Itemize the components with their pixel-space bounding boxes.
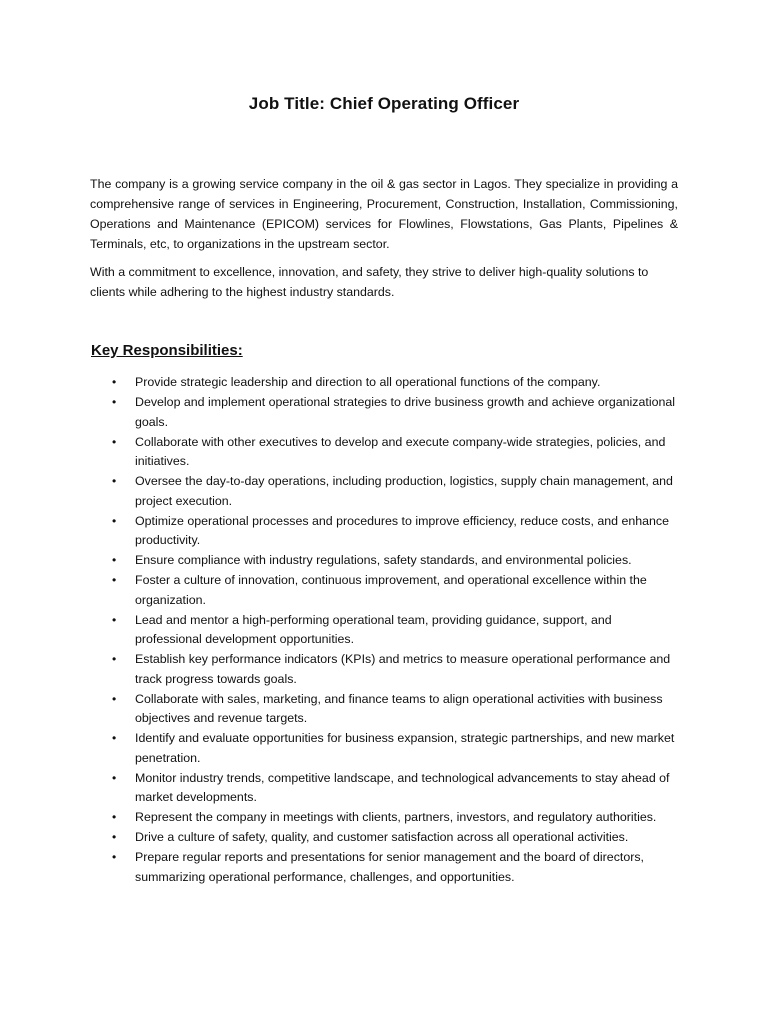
- responsibility-text: Provide strategic leadership and direction to all operational functions of the company.: [135, 375, 601, 389]
- responsibility-text: Represent the company in meetings with clients, partners, investors, and regulatory authorities.: [135, 810, 657, 824]
- list-item: [90, 393, 678, 432]
- list-item: [90, 512, 678, 551]
- key-responsibilities-heading: Key Responsibilities:: [91, 342, 243, 359]
- job-title: Job Title: Chief Operating Officer: [248, 94, 520, 113]
- bullet-icon: •: [112, 652, 117, 666]
- responsibility-text: Prepare regular reports and presentations for senior management and the board of directors, summarizing operational performance, challenges, and opportunities.: [135, 850, 644, 884]
- bullet-icon: •: [112, 553, 117, 567]
- responsibility-text: Develop and implement operational strategies to drive business growth and achieve organizational goals.: [135, 395, 676, 429]
- list-item: [90, 690, 678, 729]
- responsibility-text: Collaborate with other executives to develop and execute company-wide strategies, policies, and initiatives.: [135, 434, 666, 468]
- bullet-icon: •: [112, 850, 117, 864]
- bullet-icon: •: [112, 573, 117, 587]
- list-item: [90, 848, 678, 887]
- responsibility-text: Monitor industry trends, competitive landscape, and technological advancements to stay ahead of market developments.: [135, 770, 670, 804]
- bullet-icon: •: [112, 612, 117, 627]
- bullet-icon: •: [112, 434, 117, 449]
- list-item: [90, 729, 678, 768]
- responsibility-text: Foster a culture of innovation, continuous improvement, and operational excellence within the organization.: [135, 573, 647, 607]
- bullet-icon: •: [112, 474, 117, 488]
- list-item: [90, 808, 678, 828]
- bullet-icon: •: [112, 395, 117, 409]
- bullet-icon: •: [112, 770, 117, 785]
- responsibility-text: Drive a culture of safety, quality, and customer satisfaction across all operational activities.: [135, 830, 629, 844]
- bullet-icon: •: [112, 691, 117, 706]
- list-item: [90, 373, 678, 393]
- responsibility-text: Establish key performance indicators (KPIs) and metrics to measure operational performance and track progress towards goals.: [135, 652, 671, 686]
- list-item: [90, 433, 678, 472]
- responsibility-text: Ensure compliance with industry regulations, safety standards, and environmental policies.: [135, 553, 632, 567]
- bullet-icon: •: [112, 731, 117, 745]
- responsibility-text: Collaborate with sales, marketing, and finance teams to align operational activities with business objectives and revenue targets.: [135, 691, 663, 725]
- bullet-icon: •: [112, 830, 117, 844]
- list-item: [90, 571, 678, 610]
- list-item: [90, 828, 678, 848]
- list-item: [90, 611, 678, 650]
- list-item: [90, 769, 678, 808]
- responsibility-text: Optimize operational processes and procedures to improve efficiency, reduce costs, and enhance productivity.: [135, 513, 670, 547]
- bullet-icon: •: [112, 375, 117, 389]
- commitment-paragraph: With a commitment to excellence, innovation, and safety, they strive to deliver high-quality solutions to clients while adhering to the highest industry standards.: [90, 265, 649, 299]
- list-item: [90, 650, 678, 689]
- list-item: [90, 472, 678, 511]
- responsibility-text: Oversee the day-to-day operations, including production, logistics, supply chain management, and project execution.: [135, 474, 673, 508]
- company-intro-paragraph: The company is a growing service company in the oil & gas sector in Lagos. They specialize in providing a comprehensive range of services in Engineering, Procurement, Construction, Installation, Commissioning, Operations and Maintenance (EPICOM) services for Flowlines, Flowstations, Gas Plants, Pipelines & Terminals, etc, to organizations in the upstream sector.: [90, 177, 678, 251]
- responsibility-text: Identify and evaluate opportunities for business expansion, strategic partnerships, and new market penetration.: [135, 731, 675, 765]
- bullet-icon: •: [112, 810, 117, 824]
- responsibilities-list: [90, 373, 678, 887]
- responsibility-text: Lead and mentor a high-performing operational team, providing guidance, support, and professional development opportunities.: [135, 612, 612, 646]
- bullet-icon: •: [112, 513, 117, 528]
- list-item: [90, 551, 678, 571]
